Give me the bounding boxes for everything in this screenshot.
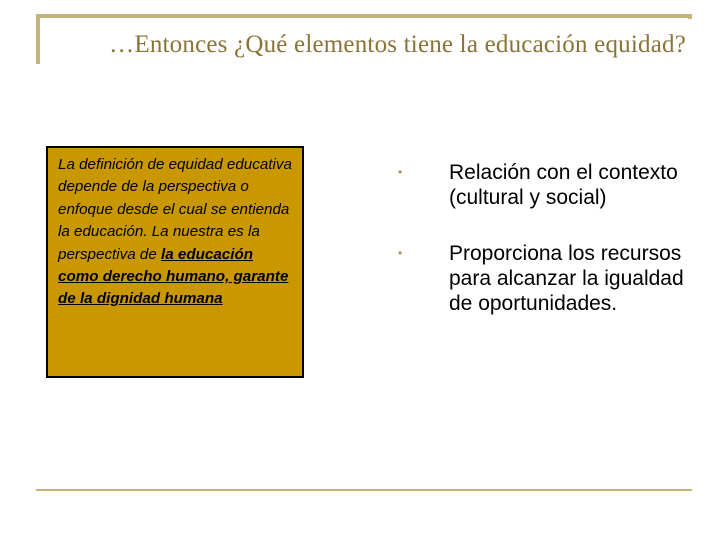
bullet-list [398, 160, 698, 347]
frame-right-tick [688, 14, 692, 19]
bullet-icon: • [398, 246, 403, 260]
bullet-text: Relación con el contexto (cultural y social) [449, 161, 678, 209]
bullet-icon: • [398, 165, 403, 179]
footer-line [36, 489, 692, 491]
definition-emphasis: la educación como derecho humano, garante de la dignidad humana [58, 245, 289, 308]
list-item [398, 160, 698, 210]
list-item [398, 241, 698, 316]
slide-title: …Entonces ¿Qué elementos tiene la educación equidad? [109, 31, 686, 58]
bullet-text: Proporciona los recursos para alcanzar la igualdad de oportunidades. [449, 242, 684, 315]
definition-box [46, 146, 304, 378]
frame-top-line [36, 14, 692, 18]
frame-left-line [36, 14, 40, 64]
definition-text: La definición de equidad educativa depende de la perspectiva o enfoque desde el cual se entienda la educación. La nuestra es la perspectiva de [58, 156, 292, 263]
